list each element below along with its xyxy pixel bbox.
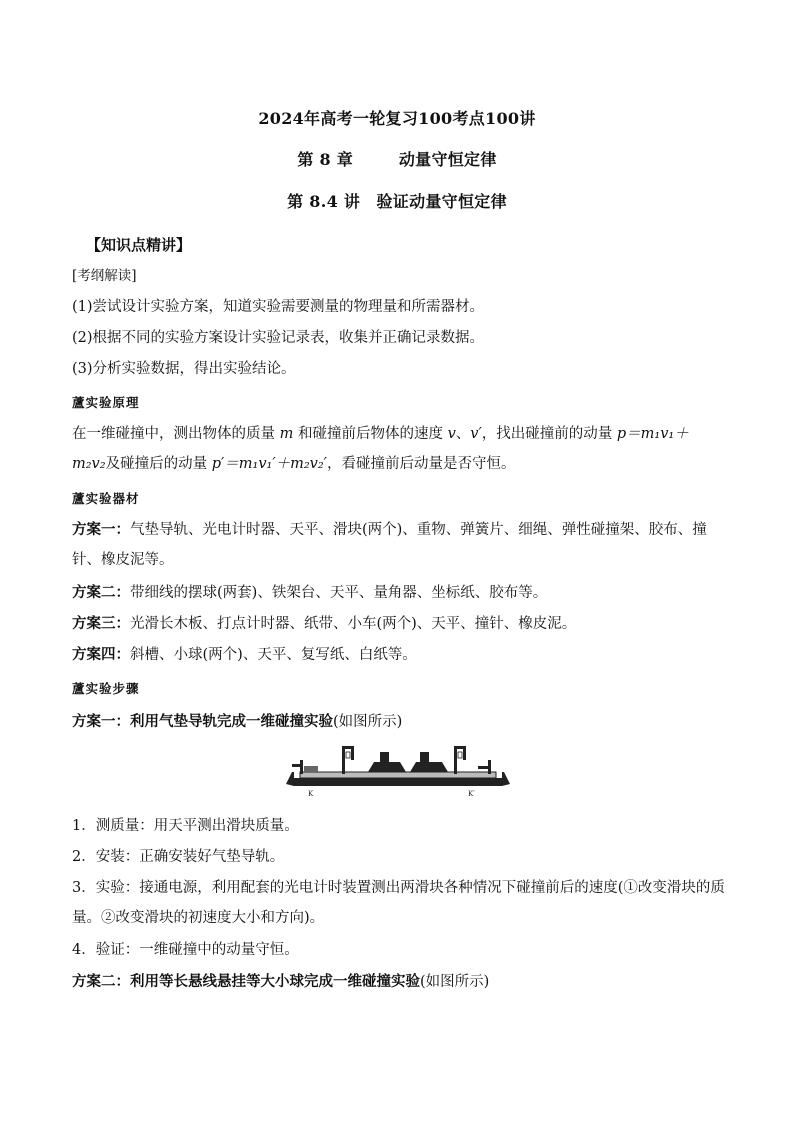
plan-text: 气垫导轨、光电计时器、天平、滑块(两个)、重物、弹簧片、细绳、弹性碰撞架、胶布、撞针、橡皮泥等。 — [72, 522, 707, 568]
separator: 、 — [455, 426, 471, 442]
principle-text-5: ，看碰撞前后动量是否守恒。 — [326, 456, 516, 472]
plan-text: 光滑长木板、打点计时器、纸带、小车(两个)、天平、撞针、橡皮泥。 — [130, 616, 577, 632]
outline-item-3: (3)分析实验数据，得出实验结论。 — [72, 361, 296, 377]
chapter-title — [0, 147, 794, 170]
velocity-symbol: v — [447, 426, 456, 442]
plan-label: 方案三： — [72, 615, 130, 632]
step-text: ：一维碰撞中的动量守恒。 — [124, 942, 299, 958]
plan-text: 带细线的摆球(两套)、铁架台、天平、量角器、坐标纸、胶布等。 — [130, 585, 548, 601]
equipment-heading: 蘆实验器材 — [72, 491, 140, 506]
step-number: 4． — [72, 942, 96, 958]
chapter-topic: 动量守恒定律 — [398, 150, 497, 169]
equipment-plan-2 — [72, 583, 732, 603]
plan-text: 斜槽、小球(两个)、天平、复写纸、白纸等。 — [130, 647, 417, 663]
lecture-title: 第 8.4 讲 验证动量守恒定律 — [287, 192, 507, 211]
step-label: 验证 — [95, 942, 125, 958]
principle-text-4: 及碰撞后的动量 — [105, 456, 212, 472]
knowledge-heading: 【知识点精讲】 — [86, 236, 192, 254]
figure-label-left: K — [308, 790, 314, 798]
outline-item-1: (1)尝试设计实验方案，知道实验需要测量的物理量和所需器材。 — [72, 299, 485, 315]
outline-item-2: (2)根据不同的实验方案设计实验记录表，收集并正确记录数据。 — [72, 330, 485, 346]
plan-label: 方案四： — [72, 646, 130, 663]
mass-symbol: m — [279, 426, 294, 442]
momentum-after-formula: p′＝m₁v₁′＋m₂v₂′ — [211, 456, 327, 472]
plan-2-title-text: 方案二：利用等长悬线悬挂等大小球完成一维碰撞实验 — [72, 973, 420, 990]
velocity-prime-symbol: v′ — [470, 426, 482, 442]
step-label: 安装 — [95, 849, 125, 865]
step-number: 1． — [72, 818, 96, 834]
equipment-plan-1 — [72, 515, 732, 575]
equipment-plan-4 — [72, 645, 732, 665]
plan-2-note: (如图所示) — [420, 974, 490, 990]
equipment-plan-3 — [72, 614, 732, 634]
step-1 — [72, 816, 732, 836]
principle-paragraph — [72, 419, 732, 479]
plan-1-title — [72, 712, 732, 732]
outline-heading: [考纲解读] — [72, 268, 137, 284]
step-text: ：用天平测出滑块质量。 — [139, 818, 299, 834]
step-number: 3． — [72, 880, 96, 896]
step-label: 实验 — [95, 880, 125, 896]
step-3 — [72, 873, 732, 933]
step-4 — [72, 940, 732, 960]
chapter-number: 第 8 章 — [297, 150, 354, 169]
plan-1-note: (如图所示) — [333, 714, 403, 730]
plan-label: 方案二： — [72, 584, 130, 601]
series-title: 2024年高考一轮复习100考点100讲 — [258, 109, 536, 128]
step-label: 测质量 — [95, 818, 140, 834]
plan-1-title-text: 方案一：利用气垫导轨完成一维碰撞实验 — [72, 713, 333, 730]
momentum-before-formula-cont: m₂v₂ — [72, 456, 106, 472]
air-track-figure — [282, 742, 514, 802]
steps-heading: 蘆实验步骤 — [72, 681, 140, 696]
step-text: ：接通电源，利用配套的光电计时装置测出两滑块各种情况下碰撞前后的速度(①改变滑块的质量。②改变滑块的初速度大小和方向)。 — [72, 880, 725, 926]
principle-text-3: ，找出碰撞前的动量 — [481, 426, 617, 442]
figure-label-right: K′ — [468, 790, 475, 798]
plan-2-title — [72, 972, 732, 992]
step-2 — [72, 847, 732, 867]
principle-text-1: 在一维碰撞中，测出物体的质量 — [72, 426, 280, 442]
step-text: ：正确安装好气垫导轨。 — [124, 849, 285, 865]
principle-heading: 蘆实验原理 — [72, 395, 140, 410]
step-number: 2． — [72, 849, 96, 865]
principle-text-2: 和碰撞前后物体的速度 — [293, 426, 448, 442]
momentum-before-formula: p＝m₁v₁＋ — [616, 426, 689, 442]
plan-label: 方案一： — [72, 521, 130, 538]
